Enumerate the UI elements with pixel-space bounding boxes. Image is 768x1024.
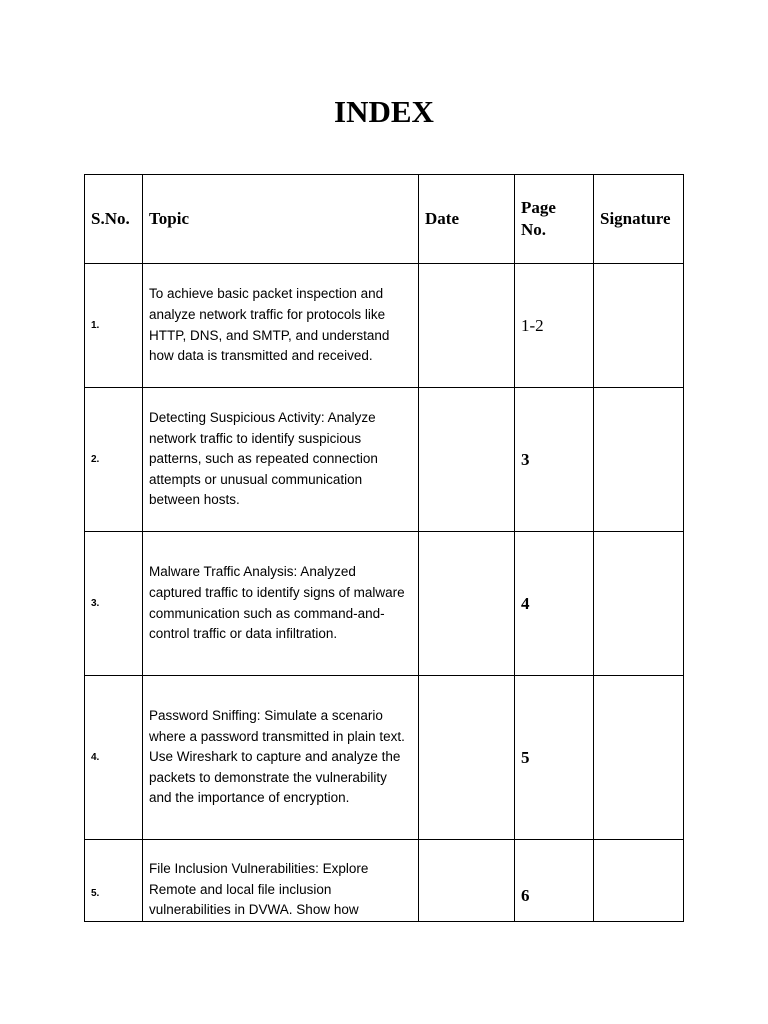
row-date	[419, 840, 515, 922]
row-sno: 4.	[85, 676, 143, 840]
row-topic: File Inclusion Vulnerabilities: Explore Remote and local file inclusion vulnerabilities in DVWA. Show how	[143, 840, 419, 922]
header-page-no: Page No.	[515, 175, 594, 264]
row-signature	[594, 840, 684, 922]
index-table	[84, 174, 684, 922]
row-page-no: 6	[515, 840, 594, 922]
row-signature	[594, 532, 684, 676]
header-date: Date	[419, 175, 515, 264]
row-sno: 2.	[85, 388, 143, 532]
row-page-no: 5	[515, 676, 594, 840]
table-row	[85, 264, 684, 388]
row-topic: Detecting Suspicious Activity: Analyze network traffic to identify suspicious patterns, such as repeated connection attempts or unusual communication between hosts.	[143, 388, 419, 532]
row-page-no: 4	[515, 532, 594, 676]
row-date	[419, 532, 515, 676]
row-signature	[594, 388, 684, 532]
header-topic: Topic	[143, 175, 419, 264]
row-signature	[594, 264, 684, 388]
table-row	[85, 388, 684, 532]
row-signature	[594, 676, 684, 840]
table-row	[85, 840, 684, 922]
row-date	[419, 388, 515, 532]
row-sno: 3.	[85, 532, 143, 676]
table-row	[85, 532, 684, 676]
row-sno: 1.	[85, 264, 143, 388]
table-row	[85, 676, 684, 840]
row-topic: Malware Traffic Analysis: Analyzed captured traffic to identify signs of malware communication such as command-and-control traffic or data infiltration.	[143, 532, 419, 676]
row-topic: Password Sniffing: Simulate a scenario where a password transmitted in plain text. Use Wireshark to capture and analyze the packets to demonstrate the vulnerability and the importance of encryption.	[143, 676, 419, 840]
row-sno: 5.	[85, 840, 143, 922]
header-row	[85, 175, 684, 264]
row-page-no: 3	[515, 388, 594, 532]
row-date	[419, 676, 515, 840]
page-title: INDEX	[334, 94, 434, 129]
row-page-no: 1-2	[515, 264, 594, 388]
row-date	[419, 264, 515, 388]
row-topic: To achieve basic packet inspection and analyze network traffic for protocols like HTTP, DNS, and SMTP, and understand how data is transmitted and received.	[143, 264, 419, 388]
header-sno: S.No.	[85, 175, 143, 264]
header-signature: Signature	[594, 175, 684, 264]
